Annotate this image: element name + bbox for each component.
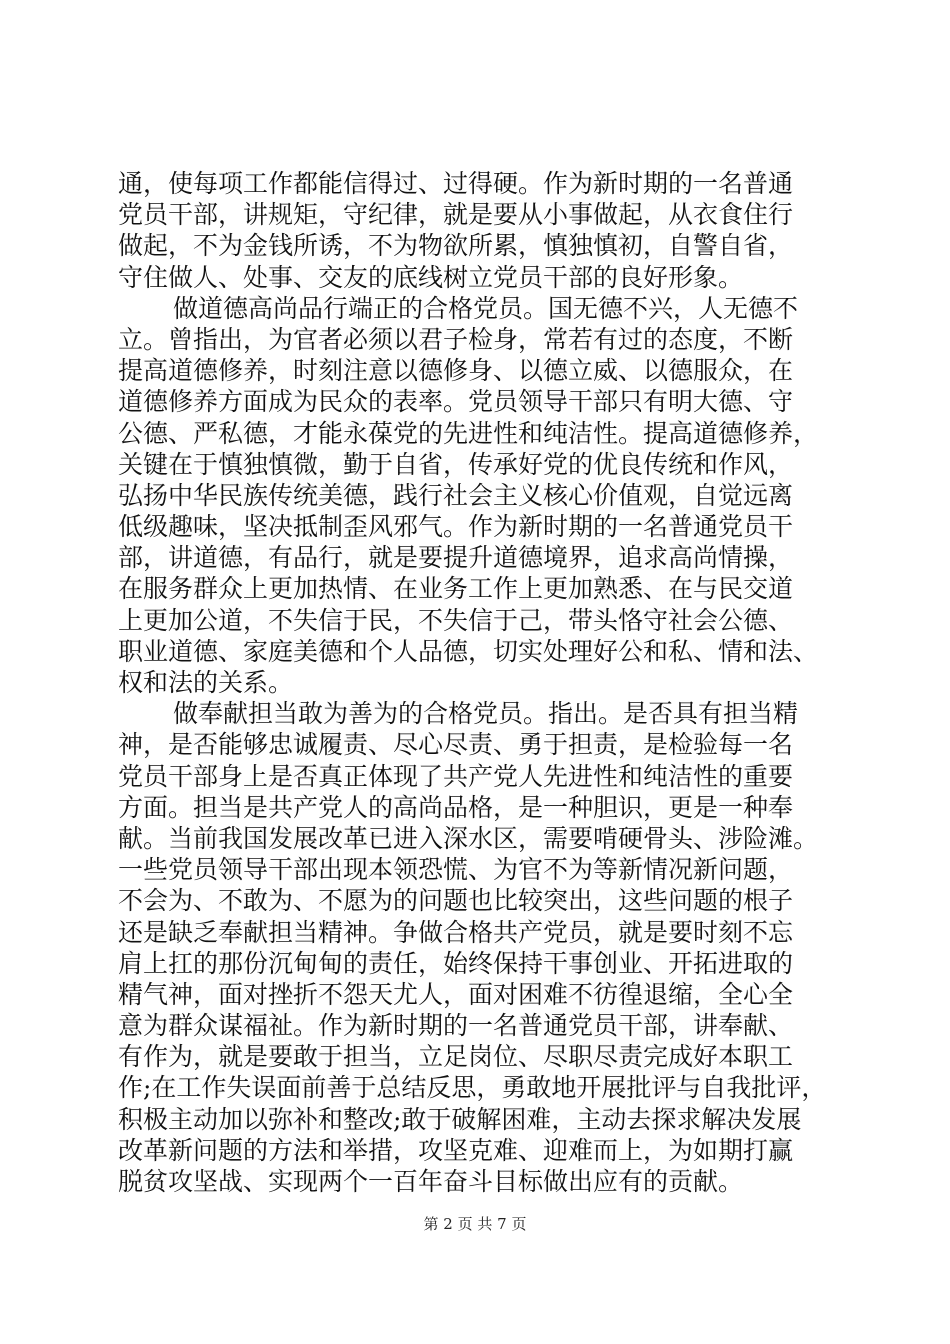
text-line: 积极主动加以弥补和整改;敢于破解困难，主动去探求解决发展 [118,1104,802,1134]
text-line: 神，是否能够忠诚履责、尽心尽责、勇于担责，是检验每一名 [118,730,794,760]
text-line: 有作为，就是要敢于担当，立足岗位、尽职尽责完成好本职工 [118,1042,794,1072]
text-line: 通，使每项工作都能信得过、过得硬。作为新时期的一名普通 [118,169,794,198]
text-line: 肩上扛的那份沉甸甸的责任，始终保持干事创业、开拓进取的 [118,948,794,978]
text-line: 献。当前我国发展改革已进入深水区，需要啃硬骨头、涉险滩。 [118,823,819,853]
text-line: 一些党员领导干部出现本领恐慌、为官不为等新情况新问题， [118,855,794,885]
text-line: 上更加公道，不失信于民，不失信于己，带头恪守社会公德、 [118,605,794,635]
text-line: 还是缺乏奉献担当精神。争做合格共产党员，就是要时刻不忘 [118,917,794,947]
text-line: 职业道德、家庭美德和个人品德，切实处理好公和私、情和法、 [118,636,819,666]
text-line: 改革新问题的方法和举措，攻坚克难、迎难而上，为如期打赢 [118,1135,794,1165]
paragraph [118,698,838,1197]
paragraph [118,293,838,698]
text-line: 作;在工作失误面前善于总结反思，勇敢地开展批评与自我批评， [118,1073,827,1103]
text-line: 提高道德修养，时刻注意以德修身、以德立威、以德服众，在 [118,356,794,386]
text-line: 权和法的关系。 [118,668,294,697]
text-line: 不会为、不敢为、不愿为的问题也比较突出，这些问题的根子 [118,886,794,916]
text-line: 部，讲道德，有品行，就是要提升道德境界，追求高尚情操， [118,543,794,573]
page-footer: 第 2 页 共 7 页 [423,1215,527,1233]
text-line: 关键在于慎独慎微，勤于自省，传承好党的优良传统和作风， [118,449,794,479]
text-line: 党员干部，讲规矩，守纪律，就是要从小事做起，从衣食住行 [118,200,794,230]
text-line: 道德修养方面成为民众的表率。党员领导干部只有明大德、守 [118,387,794,417]
text-line: 做奉献担当敢为善为的合格党员。指出。是否具有担当精 [173,699,799,729]
text-line: 党员干部身上是否真正体现了共产党人先进性和纯洁性的重要 [118,761,794,791]
text-line: 弘扬中华民族传统美德，践行社会主义核心价值观，自觉远离 [118,480,794,510]
text-line: 在服务群众上更加热情、在业务工作上更加熟悉、在与民交道 [118,574,794,604]
text-line: 脱贫攻坚战、实现两个一百年奋斗目标做出应有的贡献。 [118,1167,744,1196]
text-line: 做起，不为金钱所诱，不为物欲所累，慎独慎初，自警自省， [118,231,794,261]
text-line: 公德、严私德，才能永葆党的先进性和纯洁性。提高道德修养， [118,418,819,448]
text-line: 方面。担当是共产党人的高尚品格，是一种胆识，更是一种奉 [118,792,794,822]
document-body [118,168,838,1197]
text-line: 做道德高尚品行端正的合格党员。国无德不兴，人无德不 [173,293,799,323]
paragraph [118,168,838,293]
text-line: 立。曾指出，为官者必须以君子检身，常若有过的态度，不断 [118,324,794,354]
text-line: 低级趣味，坚决抵制歪风邪气。作为新时期的一名普通党员干 [118,512,794,542]
text-line: 守住做人、处事、交友的底线树立党员干部的良好形象。 [118,262,744,292]
text-line: 意为群众谋福祉。作为新时期的一名普通党员干部，讲奉献、 [118,1011,794,1041]
text-line: 精气神，面对挫折不怨天尤人，面对困难不彷徨退缩，全心全 [118,979,794,1009]
